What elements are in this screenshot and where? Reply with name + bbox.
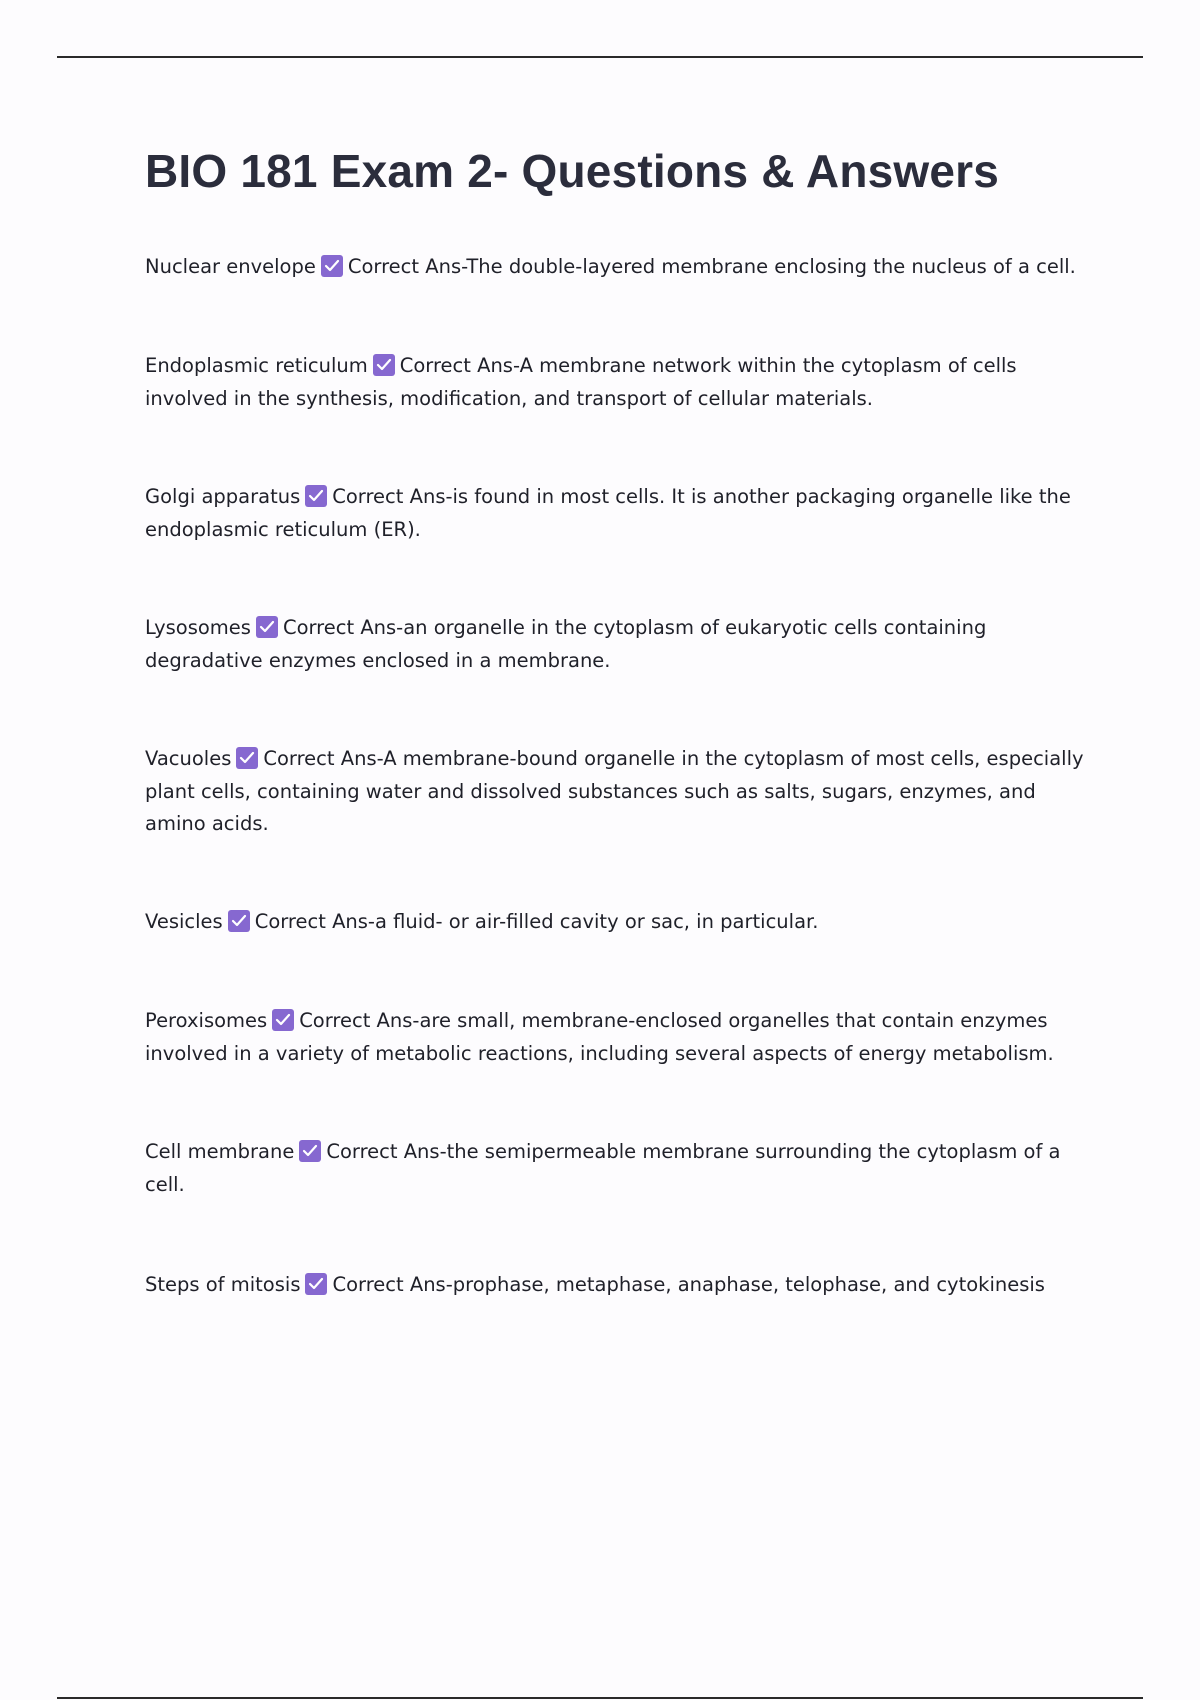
checkbox-checked-icon: [272, 1009, 294, 1031]
header-rule: [57, 56, 1143, 58]
qa-term: Cell membrane: [145, 1140, 295, 1163]
qa-term: Vacuoles: [145, 747, 232, 770]
qa-item-endoplasmic-reticulum: [145, 350, 1100, 415]
page-title: BIO 181 Exam 2- Questions & Answers: [145, 145, 1000, 197]
qa-answer: Correct Ans-prophase, metaphase, anaphase, telophase, and cytokinesis: [332, 1273, 1045, 1296]
qa-item-cell-membrane: [145, 1136, 1100, 1201]
qa-answer: Correct Ans-The double-layered membrane enclosing the nucleus of a cell.: [347, 255, 1076, 278]
qa-term: Golgi apparatus: [145, 485, 301, 508]
qa-term: Peroxisomes: [145, 1009, 268, 1032]
qa-item-lysosomes: [145, 612, 1100, 677]
qa-answer: Correct Ans-are small, membrane-enclosed organelles that contain enzymes involved in a variety of metabolic reactions, including several aspects of energy metabolism.: [145, 1009, 1054, 1065]
qa-term: Nuclear envelope: [145, 255, 316, 278]
checkbox-checked-icon: [305, 485, 327, 507]
qa-term: Lysosomes: [145, 616, 251, 639]
qa-item-steps-of-mitosis: [145, 1269, 1100, 1302]
qa-answer: Correct Ans-the semipermeable membrane surrounding the cytoplasm of a cell.: [145, 1140, 1061, 1196]
checkbox-checked-icon: [228, 910, 250, 932]
qa-answer: Correct Ans-an organelle in the cytoplasm of eukaryotic cells containing degradative enzymes enclosed in a membrane.: [145, 616, 987, 672]
qa-item-vesicles: [145, 906, 1100, 939]
footer-rule: [57, 1697, 1143, 1699]
checkbox-checked-icon: [299, 1140, 321, 1162]
qa-answer: Correct Ans-a fluid- or air-filled cavity or sac, in particular.: [254, 910, 819, 933]
qa-answer: Correct Ans-A membrane-bound organelle in the cytoplasm of most cells, especially plant cells, containing water and dissolved substances such as salts, sugars, enzymes, and amino acids.: [145, 747, 1084, 835]
checkbox-checked-icon: [305, 1273, 327, 1295]
checkbox-checked-icon: [236, 747, 258, 769]
qa-answer: Correct Ans-is found in most cells. It is another packaging organelle like the endoplasmic reticulum (ER).: [145, 485, 1071, 541]
checkbox-checked-icon: [373, 354, 395, 376]
checkbox-checked-icon: [321, 255, 343, 277]
qa-item-vacuoles: [145, 743, 1100, 841]
qa-term: Steps of mitosis: [145, 1273, 301, 1296]
qa-term: Vesicles: [145, 910, 223, 933]
qa-item-golgi-apparatus: [145, 481, 1100, 546]
qa-answer: Correct Ans-A membrane network within the cytoplasm of cells involved in the synthesis, modification, and transport of cellular materials.: [145, 354, 1017, 410]
checkbox-checked-icon: [256, 616, 278, 638]
qa-term: Endoplasmic reticulum: [145, 354, 368, 377]
qa-item-nuclear-envelope: [145, 251, 1100, 284]
qa-item-peroxisomes: [145, 1005, 1100, 1070]
